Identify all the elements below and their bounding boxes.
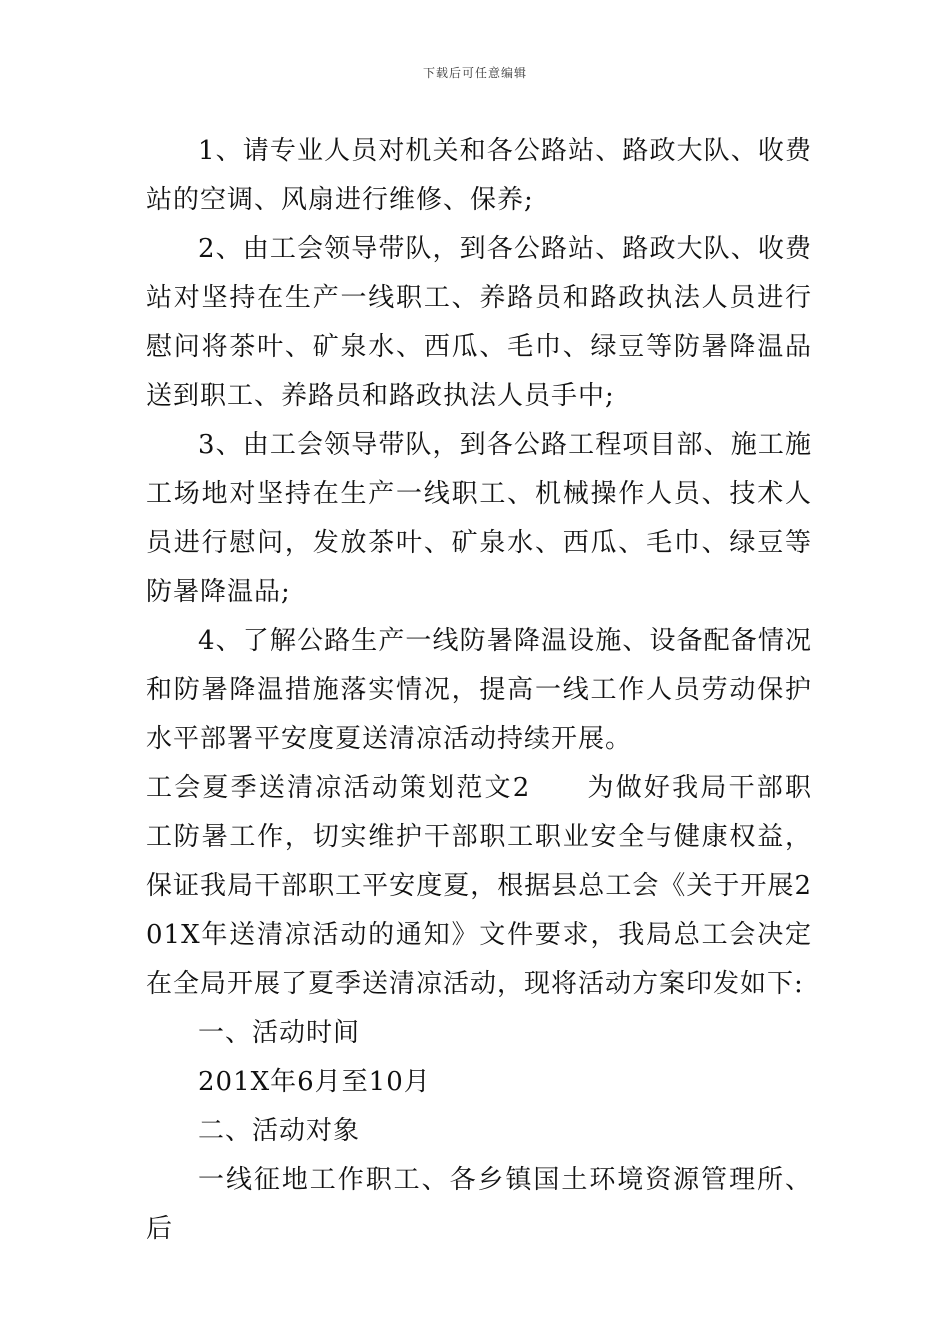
header-note: 下载后可任意编辑 [422, 66, 527, 80]
section-intro: 为做好我局干部职工防暑工作，切实维护干部职工职业安全与健康权益，保证我局干部职工平安度夏，根据县总工会《关于开展201X年送清凉活动的通知》文件要求，我局总工会决定在全局开展了夏季送清凉活动，现将活动方案印发如下: [146, 773, 812, 999]
activity-target-text: 一线征地工作职工、各乡镇国土环境资源管理所、后 [146, 1165, 812, 1244]
paragraph-item-3: 3、由工会领导带队，到各公路工程项目部、施工施工场地对坚持在生产一线职工、机械操作人员、技术人员进行慰问，发放茶叶、矿泉水、西瓜、毛巾、绿豆等防暑降温品; [146, 430, 812, 607]
activity-time-value: 201X年6月至10月 [198, 1067, 431, 1097]
paragraph-item-1: 1、请专业人员对机关和各公路站、路政大队、收费站的空调、风扇进行维修、保养; [146, 136, 812, 215]
paragraph-item-4: 4、了解公路生产一线防暑降温设施、设备配备情况和防暑降温措施落实情况，提高一线工作人员劳动保护水平部署平安度夏送清凉活动持续开展。 [146, 626, 812, 754]
heading-activity-target: 二、活动对象 [198, 1116, 361, 1146]
section-title: 工会夏季送清凉活动策划范文2 [146, 773, 531, 803]
document-body [146, 127, 812, 1254]
section-paragraph [146, 764, 812, 1009]
paragraph-item-2: 2、由工会领导带队，到各公路站、路政大队、收费站对坚持在生产一线职工、养路员和路政执法人员进行慰问将茶叶、矿泉水、西瓜、毛巾、绿豆等防暑降温品送到职工、养路员和路政执法人员手中; [146, 234, 812, 411]
heading-activity-time: 一、活动时间 [198, 1018, 361, 1048]
